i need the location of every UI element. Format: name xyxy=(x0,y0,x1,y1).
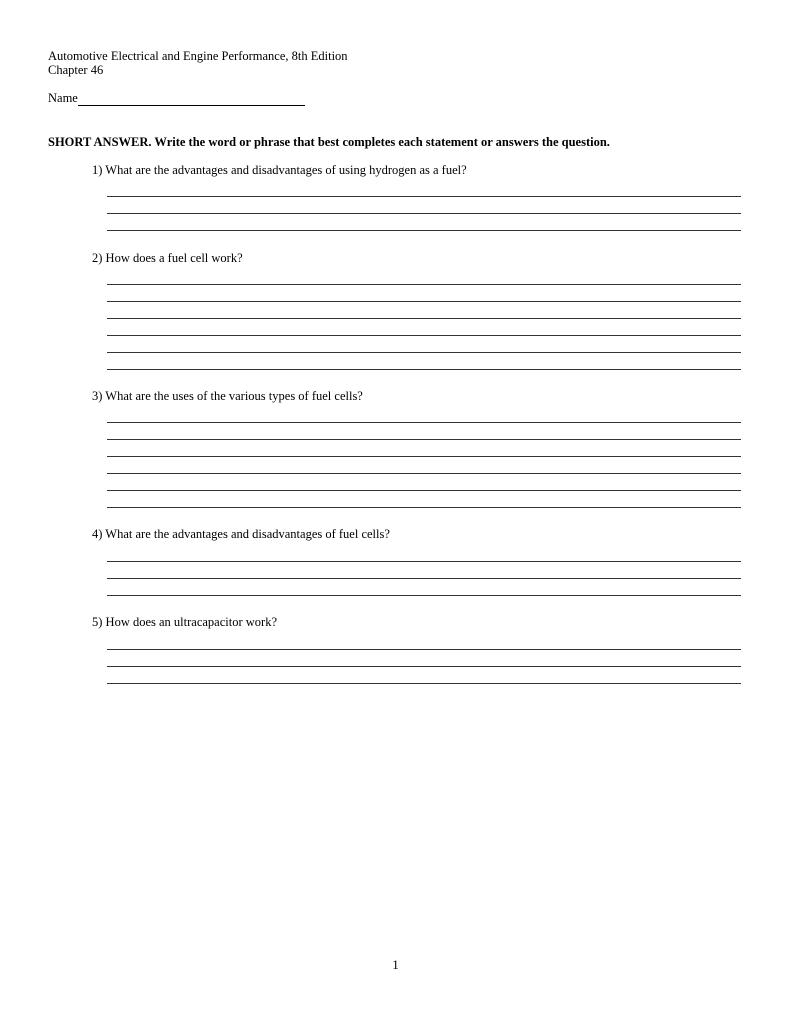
answer-line[interactable] xyxy=(107,456,741,457)
answer-line[interactable] xyxy=(107,318,741,319)
answer-line[interactable] xyxy=(107,683,741,684)
name-blank-line[interactable] xyxy=(78,93,305,106)
question-4: 4) What are the advantages and disadvantages of fuel cells? xyxy=(92,527,390,541)
answer-line[interactable] xyxy=(107,352,741,353)
answer-line[interactable] xyxy=(107,369,741,370)
answer-line[interactable] xyxy=(107,473,741,474)
answer-line[interactable] xyxy=(107,578,741,579)
answer-line[interactable] xyxy=(107,490,741,491)
answer-line[interactable] xyxy=(107,230,741,231)
answer-line[interactable] xyxy=(107,301,741,302)
answer-line[interactable] xyxy=(107,666,741,667)
question-5: 5) How does an ultracapacitor work? xyxy=(92,615,277,629)
answer-line[interactable] xyxy=(107,284,741,285)
book-title: Automotive Electrical and Engine Performance, 8th Edition xyxy=(48,49,348,63)
answer-line[interactable] xyxy=(107,422,741,423)
page-number: 1 xyxy=(392,957,399,972)
answer-line[interactable] xyxy=(107,213,741,214)
answer-line[interactable] xyxy=(107,595,741,596)
question-1: 1) What are the advantages and disadvantages of using hydrogen as a fuel? xyxy=(92,163,467,177)
answer-line[interactable] xyxy=(107,335,741,336)
question-2: 2) How does a fuel cell work? xyxy=(92,251,243,265)
answer-line[interactable] xyxy=(107,196,741,197)
chapter-label: Chapter 46 xyxy=(48,63,104,77)
question-3: 3) What are the uses of the various types of fuel cells? xyxy=(92,389,363,403)
answer-line[interactable] xyxy=(107,561,741,562)
answer-line[interactable] xyxy=(107,439,741,440)
answer-line[interactable] xyxy=(107,507,741,508)
document-header xyxy=(48,49,348,77)
section-instructions: SHORT ANSWER. Write the word or phrase that best completes each statement or answers the question. xyxy=(48,135,610,149)
name-field[interactable] xyxy=(48,91,305,106)
answer-line[interactable] xyxy=(107,649,741,650)
name-label: Name xyxy=(48,91,78,105)
